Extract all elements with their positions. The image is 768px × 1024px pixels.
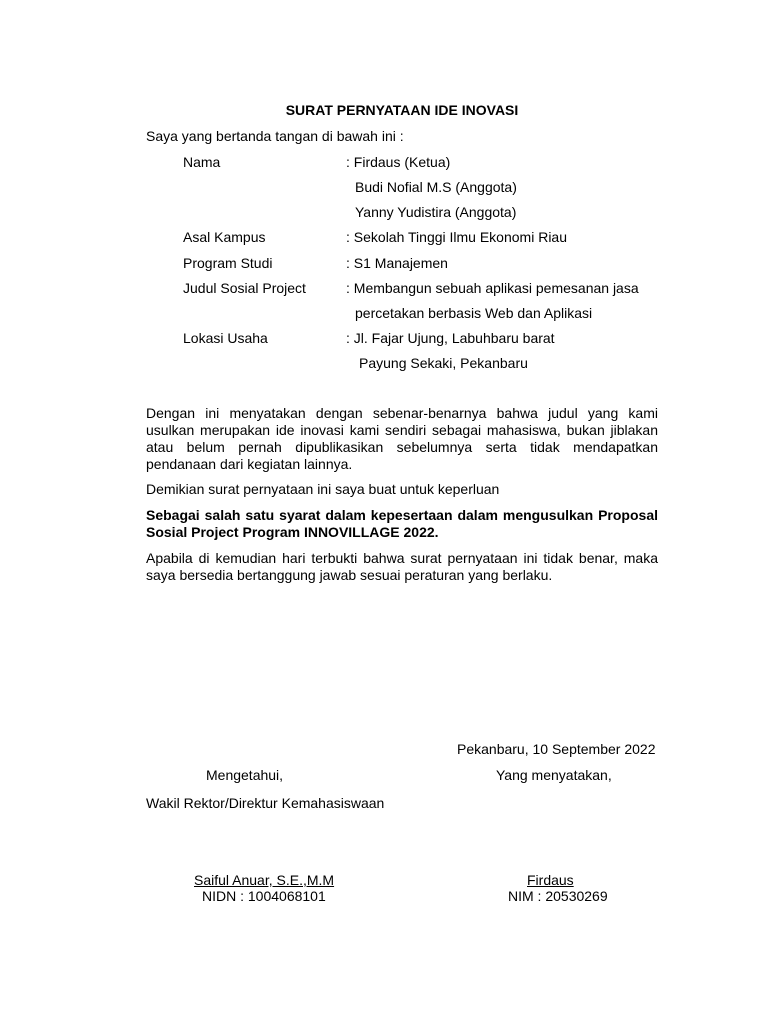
lokasi-value-2: Payung Sekaki, Pekanbaru [359, 355, 528, 371]
judul-label: Judul Sosial Project [183, 280, 306, 296]
paragraph-statement: Dengan ini menyatakan dengan sebenar-benarnya bahwa judul yang kami usulkan merupakan ide inovasi kami sendiri sebagai mahasiswa, bukan jiblakan atau belum pernah dipublikasikan sebelumnya serta tidak mendapatkan pendanaan dari kegiatan lainnya. [146, 405, 658, 472]
right-signer-id: NIM : 20530269 [508, 888, 608, 904]
prodi-value: : S1 Manajemen [346, 255, 448, 271]
paragraph-purpose: Demikian surat pernyataan ini saya buat untuk keperluan [146, 481, 500, 497]
left-signer-id: NIDN : 1004068101 [202, 888, 326, 904]
nama-label: Nama [183, 154, 221, 170]
lokasi-value-1: : Jl. Fajar Ujung, Labuhbaru barat [346, 330, 555, 346]
prodi-label: Program Studi [183, 255, 273, 271]
place-date: Pekanbaru, 10 September 2022 [457, 741, 656, 757]
left-sign-label: Mengetahui, [206, 767, 284, 783]
lokasi-label: Lokasi Usaha [183, 330, 268, 346]
paragraph-purpose-bold: Sebagai salah satu syarat dalam kepesertaan dalam mengusulkan Proposal Sosial Project Program INNOVILLAGE 2022. [146, 507, 658, 540]
intro-text: Saya yang bertanda tangan di bawah ini : [146, 128, 404, 144]
nama-value-2: Budi Nofial M.S (Anggota) [355, 179, 517, 195]
left-signer-name: Saiful Anuar, S.E.,M.M [194, 872, 335, 888]
nama-value-1: : Firdaus (Ketua) [346, 154, 451, 170]
kampus-label: Asal Kampus [183, 229, 266, 245]
judul-value-1: : Membangun sebuah aplikasi pemesanan jasa [346, 280, 639, 296]
paragraph-responsibility: Apabila di kemudian hari terbukti bahwa surat pernyataan ini tidak benar, maka saya bersedia bertanggung jawab sesuai peraturan yang berlaku. [146, 550, 658, 583]
right-signer-name: Firdaus [527, 872, 574, 888]
document-title: SURAT PERNYATAAN IDE INOVASI [285, 102, 519, 118]
right-sign-label: Yang menyatakan, [496, 767, 612, 783]
nama-value-3: Yanny Yudistira (Anggota) [355, 204, 517, 220]
kampus-value: : Sekolah Tinggi Ilmu Ekonomi Riau [346, 229, 567, 245]
left-sign-position: Wakil Rektor/Direktur Kemahasiswaan [146, 795, 385, 811]
judul-value-2: percetakan berbasis Web dan Aplikasi [355, 305, 593, 321]
